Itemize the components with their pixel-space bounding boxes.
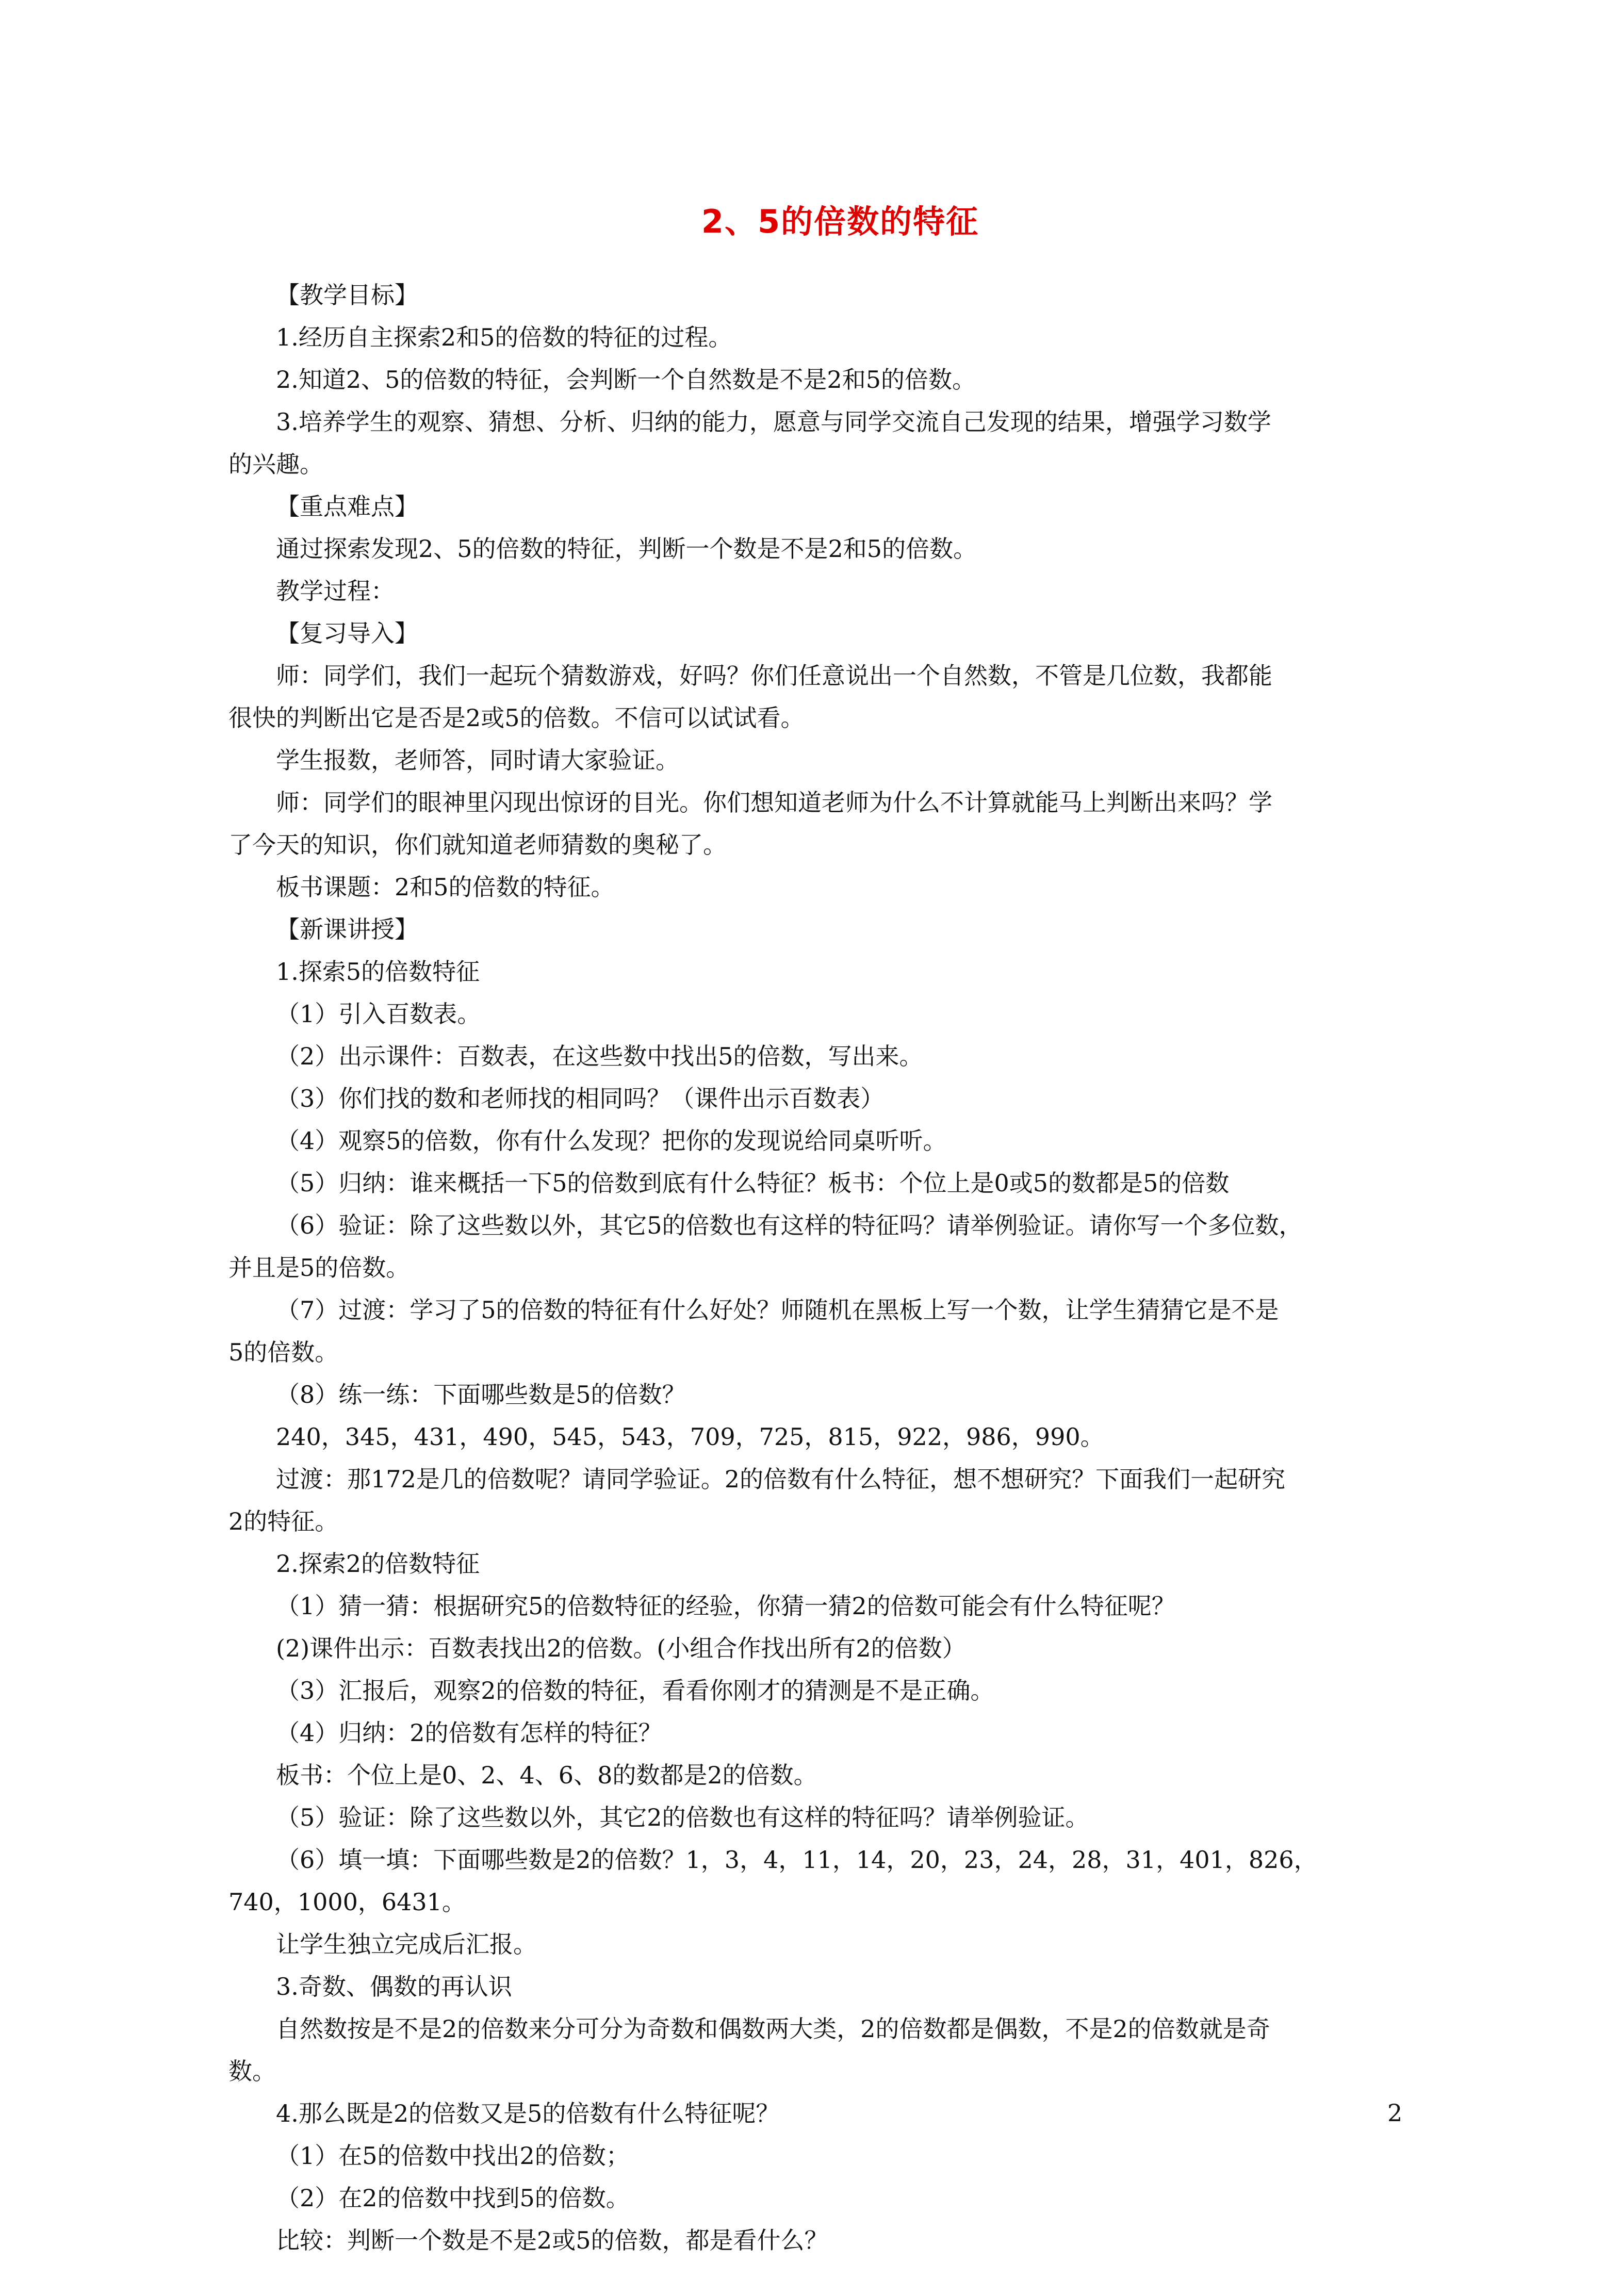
text-line: （6）填一填：下面哪些数是2的倍数？1，3，4，11，14，20，23，24，28，31，401，826， — [276, 1846, 1318, 1874]
text-line: 5的倍数。 — [228, 1338, 339, 1366]
text-line: （7）过渡：学习了5的倍数的特征有什么好处？师随机在黑板上写一个数，让学生猜猜它是不是 — [276, 1296, 1279, 1324]
text-line: （4）归纳：2的倍数有怎样的特征？ — [276, 1719, 662, 1747]
text-line: 3.奇数、偶数的再认识 — [276, 1973, 512, 2000]
text-line: （6）验证：除了这些数以外，其它5的倍数也有这样的特征吗？请举例验证。请你写一个多位数， — [276, 1211, 1303, 1239]
text-line: 过渡：那172是几的倍数呢？请同学验证。2的倍数有什么特征，想不想研究？下面我们一起研究 — [276, 1465, 1286, 1493]
text-line: 比较：判断一个数是不是2或5的倍数，都是看什么？ — [276, 2226, 828, 2254]
document-title: 2、5的倍数的特征 — [701, 203, 979, 240]
text-line: 2.知道2、5的倍数的特征，会判断一个自然数是不是2和5的倍数。 — [276, 366, 976, 393]
page-number: 2 — [1387, 2099, 1403, 2127]
text-line: 通过探索发现2、5的倍数的特征，判断一个数是不是2和5的倍数。 — [276, 535, 977, 563]
text-line: 【重点难点】 — [276, 493, 418, 520]
text-line: 数。 — [228, 2057, 276, 2085]
text-line: 4.那么既是2的倍数又是5的倍数有什么特征呢？ — [276, 2100, 780, 2127]
text-line: 师：同学们的眼神里闪现出惊讶的目光。你们想知道老师为什么不计算就能马上判断出来吗？学 — [276, 789, 1272, 816]
text-line: （2）在2的倍数中找到5的倍数。 — [276, 2184, 630, 2212]
text-line: 740，1000，6431。 — [228, 1888, 466, 1916]
text-line: 让学生独立完成后汇报。 — [276, 1930, 537, 1958]
text-line: 的兴趣。 — [228, 450, 323, 478]
text-line: 1.探索5的倍数特征 — [276, 958, 480, 986]
text-line: （5）归纳：谁来概括一下5的倍数到底有什么特征？板书：个位上是0或5的数都是5的倍数 — [276, 1169, 1230, 1197]
text-line: （1）引入百数表。 — [276, 1000, 481, 1028]
text-line: 【新课讲授】 — [276, 915, 418, 943]
text-line: 很快的判断出它是否是2或5的倍数。不信可以试试看。 — [228, 704, 805, 732]
text-line: 自然数按是不是2的倍数来分可分为奇数和偶数两大类，2的倍数都是偶数，不是2的倍数就是奇 — [276, 2015, 1270, 2043]
text-line: 240，345，431，490，545，543，709，725，815，922，986，990。 — [276, 1423, 1104, 1451]
text-line: （2）出示课件：百数表，在这些数中找出5的倍数，写出来。 — [276, 1042, 923, 1070]
text-line: 了今天的知识，你们就知道老师猜数的奥秘了。 — [228, 831, 727, 859]
text-line: 2.探索2的倍数特征 — [276, 1550, 480, 1578]
text-line: 2的特征。 — [228, 1507, 339, 1535]
text-line: （1）猜一猜：根据研究5的倍数特征的经验，你猜一猜2的倍数可能会有什么特征呢？ — [276, 1592, 1175, 1620]
text-line: 并且是5的倍数。 — [228, 1254, 410, 1282]
text-line: （5）验证：除了这些数以外，其它2的倍数也有这样的特征吗？请举例验证。 — [276, 1803, 1089, 1831]
text-line: 板书课题：2和5的倍数的特征。 — [276, 873, 615, 901]
text-line: 1.经历自主探索2和5的倍数的特征的过程。 — [276, 323, 732, 351]
text-line: 【教学目标】 — [276, 281, 418, 309]
text-line: 【复习导入】 — [276, 619, 418, 647]
text-line: （4）观察5的倍数，你有什么发现？把你的发现说给同桌听听。 — [276, 1127, 947, 1155]
text-line: （3）你们找的数和老师找的相同吗？（课件出示百数表） — [276, 1085, 885, 1112]
text-line: （8）练一练：下面哪些数是5的倍数？ — [276, 1381, 686, 1408]
document-body — [228, 274, 1404, 2261]
text-line: 教学过程： — [276, 577, 395, 605]
text-line: （3）汇报后，观察2的倍数的特征，看看你刚才的猜测是不是正确。 — [276, 1677, 994, 1704]
text-line: (2)课件出示：百数表找出2的倍数。(小组合作找出所有2的倍数） — [276, 1634, 966, 1662]
text-line: （1）在5的倍数中找出2的倍数； — [276, 2142, 630, 2170]
text-line: 板书：个位上是0、2、4、6、8的数都是2的倍数。 — [276, 1761, 817, 1789]
text-line: 学生报数，老师答，同时请大家验证。 — [276, 746, 679, 774]
text-line: 师：同学们，我们一起玩个猜数游戏，好吗？你们任意说出一个自然数，不管是几位数，我都能 — [276, 662, 1272, 690]
text-line: 3.培养学生的观察、猜想、分析、归纳的能力，愿意与同学交流自己发现的结果，增强学习数学 — [276, 408, 1271, 436]
